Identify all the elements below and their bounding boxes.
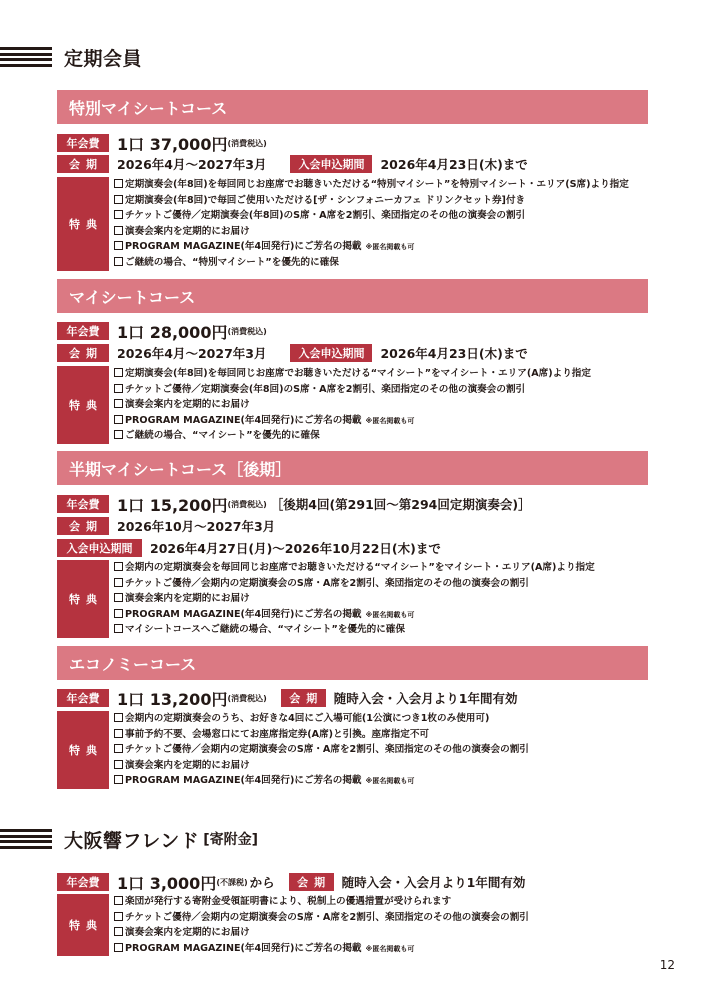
term-row: [57, 516, 275, 536]
application-value: 2026年4月27日(月)～2026年10月22日(木)まで: [150, 541, 441, 556]
checkbox-icon: [114, 943, 123, 952]
section-subtitle: [寄附金]: [203, 832, 259, 848]
benefit-item: マイシートコースへご継続の場合、“マイシート”を優先的に確保: [114, 622, 595, 638]
fee-row: [57, 321, 267, 341]
benefit-item: チケットご優待／会期内の定期演奏会のS席・A席を2割引、楽団指定のその他の演奏会の割引: [114, 742, 529, 758]
term-value: 随時入会・入会月より1年間有効: [341, 875, 526, 890]
benefit-item: 会期内の定期演奏会を毎回同じお座席でお聴きいただける“マイシート”をマイシート・エリア(A席)より指定: [114, 560, 595, 576]
course-title-myseat: マイシートコース: [57, 279, 648, 313]
term-label: 会期: [57, 517, 109, 535]
benefits-list: [114, 177, 629, 271]
checkbox-icon: [114, 415, 123, 424]
price: 1口 3,000円: [117, 873, 217, 893]
benefit-item: 楽団が発行する寄附金受領証明書により、税制上の優遇措置が受けられます: [114, 894, 529, 910]
benefits-list: [114, 894, 529, 956]
benefits-list: [114, 711, 529, 789]
checkbox-icon: [114, 241, 123, 250]
checkbox-icon: [114, 399, 123, 408]
fee-label: 年会費: [57, 689, 109, 707]
benefits-list: [114, 366, 591, 444]
tax-note: (消費税込): [227, 499, 267, 509]
checkbox-icon: [114, 896, 123, 905]
term-label: 会期: [57, 344, 109, 362]
application-label: 入会申込期間: [290, 155, 372, 173]
fee-row: [57, 494, 531, 514]
heading-stripes-icon: [0, 47, 52, 67]
benefits-label: 特典: [57, 560, 109, 638]
benefit-item: ご継続の場合、“マイシート”を優先的に確保: [114, 428, 591, 444]
price: 1口 15,200円: [117, 495, 228, 515]
section-heading-friend: [0, 822, 258, 856]
application-row: [57, 538, 441, 558]
fee-label: 年会費: [57, 134, 109, 152]
term-value: 2026年10月～2027年3月: [117, 519, 276, 534]
fee-label: 年会費: [57, 873, 109, 891]
benefit-item: 事前予約不要、会場窓口にてお座席指定券(A席)と引換。座席指定不可: [114, 727, 529, 743]
benefit-item: PROGRAM MAGAZINE(年4回発行)にご芳名の掲載 ※匿名掲載も可: [114, 607, 595, 623]
heading-stripes-icon: [0, 829, 52, 849]
checkbox-icon: [114, 775, 123, 784]
benefit-item: チケットご優待／定期演奏会(年8回)のS席・A席を2割引、楽団指定のその他の演奏会の割引: [114, 208, 629, 224]
checkbox-icon: [114, 368, 123, 377]
section-title: 定期会員: [64, 47, 143, 70]
term-row: [57, 154, 528, 174]
application-value: 2026年4月23日(木)まで: [380, 157, 528, 172]
checkbox-icon: [114, 179, 123, 188]
tax-note: (消費税込): [227, 693, 267, 703]
checkbox-icon: [114, 729, 123, 738]
checkbox-icon: [114, 609, 123, 618]
checkbox-icon: [114, 593, 123, 602]
fee-label: 年会費: [57, 495, 109, 513]
benefits-label: 特典: [57, 366, 109, 444]
checkbox-icon: [114, 257, 123, 266]
benefit-item: PROGRAM MAGAZINE(年4回発行)にご芳名の掲載 ※匿名掲載も可: [114, 773, 529, 789]
tax-note: (消費税込): [227, 138, 267, 148]
checkbox-icon: [114, 384, 123, 393]
benefit-item: 定期演奏会(年8回)で毎回ご使用いただける[ザ・シンフォニーカフェ ドリンクセット券]付き: [114, 193, 629, 209]
benefits-label: 特典: [57, 711, 109, 789]
benefit-item: チケットご優待／定期演奏会(年8回)のS席・A席を2割引、楽団指定のその他の演奏会の割引: [114, 382, 591, 398]
benefit-item: 会期内の定期演奏会のうち、お好きな4回にご入場可能(1公演につき1枚のみ使用可): [114, 711, 529, 727]
application-value: 2026年4月23日(木)まで: [380, 346, 528, 361]
benefit-item: チケットご優待／会期内の定期演奏会のS席・A席を2割引、楽団指定のその他の演奏会の割引: [114, 576, 595, 592]
fee-label: 年会費: [57, 322, 109, 340]
checkbox-icon: [114, 624, 123, 633]
term-label: 会期: [57, 155, 109, 173]
term-value: 随時入会・入会月より1年間有効: [333, 691, 518, 706]
checkbox-icon: [114, 195, 123, 204]
price-suffix: から: [249, 875, 275, 890]
checkbox-icon: [114, 760, 123, 769]
benefit-item: 定期演奏会(年8回)を毎回同じお座席でお聴きいただける“特別マイシート”を特別マイシート・エリア(S席)より指定: [114, 177, 629, 193]
checkbox-icon: [114, 578, 123, 587]
price: 1口 13,200円: [117, 689, 228, 709]
term-row: [57, 343, 528, 363]
term-value: 2026年4月～2027年3月: [117, 157, 267, 172]
checkbox-icon: [114, 744, 123, 753]
page-number: 12: [659, 958, 675, 972]
benefit-item: PROGRAM MAGAZINE(年4回発行)にご芳名の掲載 ※匿名掲載も可: [114, 413, 591, 429]
benefits-list: [114, 560, 595, 638]
benefits-label: 特典: [57, 177, 109, 271]
price: 1口 28,000円: [117, 322, 228, 342]
term-value: 2026年4月～2027年3月: [117, 346, 267, 361]
application-label: 入会申込期間: [57, 539, 142, 557]
fee-row: [57, 872, 525, 892]
benefits-label: 特典: [57, 894, 109, 956]
benefit-item: 演奏会案内を定期的にお届け: [114, 591, 595, 607]
tax-note: (不課税): [216, 877, 248, 887]
checkbox-icon: [114, 927, 123, 936]
term-label: 会期: [289, 873, 334, 891]
course-title-economy: エコノミーコース: [57, 646, 648, 680]
checkbox-icon: [114, 912, 123, 921]
checkbox-icon: [114, 226, 123, 235]
fee-row: [57, 133, 267, 153]
checkbox-icon: [114, 210, 123, 219]
price: 1口 37,000円: [117, 134, 228, 154]
checkbox-icon: [114, 562, 123, 571]
term-label: 会期: [281, 689, 326, 707]
benefit-item: ご継続の場合、“特別マイシート”を優先的に確保: [114, 255, 629, 271]
benefit-item: チケットご優待／会期内の定期演奏会のS席・A席を2割引、楽団指定のその他の演奏会の割引: [114, 910, 529, 926]
course-title-special-myseat: 特別マイシートコース: [57, 90, 648, 124]
checkbox-icon: [114, 713, 123, 722]
half-term-detail: ［後期4回(第291回～第294回定期演奏会)］: [270, 497, 531, 512]
benefit-item: PROGRAM MAGAZINE(年4回発行)にご芳名の掲載 ※匿名掲載も可: [114, 941, 529, 957]
fee-row: [57, 688, 517, 708]
application-label: 入会申込期間: [290, 344, 372, 362]
benefit-item: PROGRAM MAGAZINE(年4回発行)にご芳名の掲載 ※匿名掲載も可: [114, 239, 629, 255]
benefit-item: 演奏会案内を定期的にお届け: [114, 397, 591, 413]
tax-note: (消費税込): [227, 326, 267, 336]
benefit-item: 演奏会案内を定期的にお届け: [114, 224, 629, 240]
section-title: 大阪響フレンド: [64, 829, 200, 852]
section-heading-regular-members: [0, 40, 142, 74]
benefit-item: 定期演奏会(年8回)を毎回同じお座席でお聴きいただける“マイシート”をマイシート・エリア(A席)より指定: [114, 366, 591, 382]
course-title-half-myseat: 半期マイシートコース［後期］: [57, 451, 648, 485]
benefit-item: 演奏会案内を定期的にお届け: [114, 925, 529, 941]
benefit-item: 演奏会案内を定期的にお届け: [114, 758, 529, 774]
checkbox-icon: [114, 430, 123, 439]
